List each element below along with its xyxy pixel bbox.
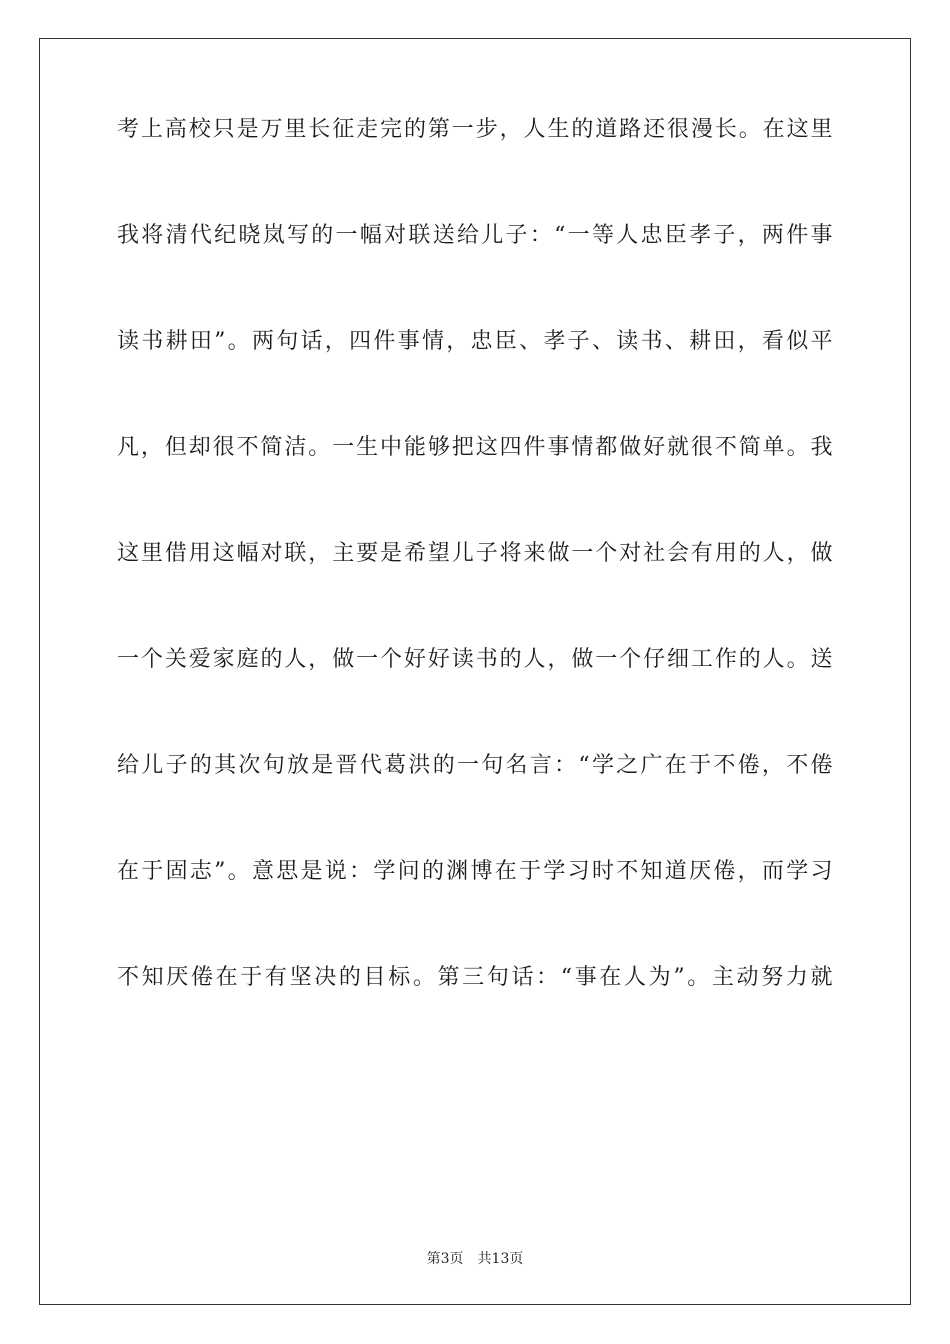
text-line: 读书耕田”。两句话，四件事情，忠臣、孝子、读书、耕田，看似平 — [117, 329, 833, 354]
text-line: 考上高校只是万里长征走完的第一步，人生的道路还很漫长。在这里 — [117, 117, 833, 142]
total-pages: 共13页 — [477, 1251, 524, 1267]
text-line: 不知厌倦在于有坚决的目标。第三句话：“事在人为”。主动努力就 — [117, 965, 833, 990]
text-line: 给儿子的其次句放是晋代葛洪的一句名言：“学之广在于不倦，不倦 — [117, 753, 833, 778]
page-footer — [0, 1248, 950, 1268]
text-line: 这里借用这幅对联，主要是希望儿子将来做一个对社会有用的人，做 — [117, 541, 833, 566]
text-line: 一个关爱家庭的人，做一个好好读书的人，做一个仔细工作的人。送 — [117, 647, 833, 672]
page-number: 第3页 — [426, 1251, 464, 1267]
text-line: 我将清代纪晓岚写的一幅对联送给儿子：“一等人忠臣孝子，两件事 — [117, 223, 833, 248]
text-line: 凡，但却很不简洁。一生中能够把这四件事情都做好就很不简单。我 — [117, 435, 833, 460]
body-text — [117, 117, 833, 1084]
text-line: 在于固志”。意思是说：学问的渊博在于学习时不知道厌倦，而学习 — [117, 859, 833, 884]
